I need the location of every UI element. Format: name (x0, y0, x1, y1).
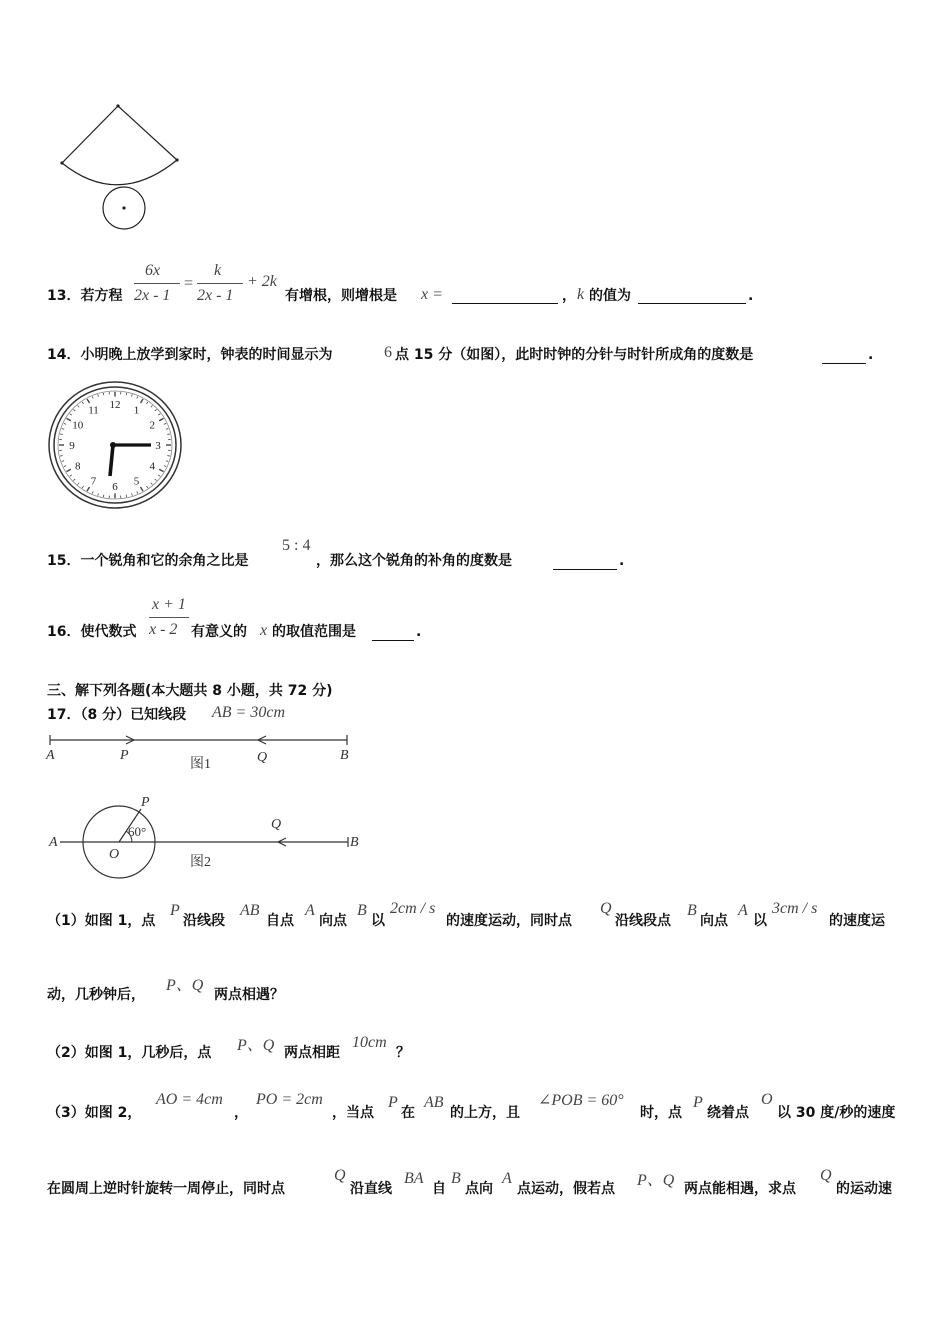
clock-tick (141, 399, 144, 403)
clock-number-2: 2 (149, 419, 155, 432)
q15-text-b: ，那么这个锐角的补角的度数是 (316, 553, 512, 569)
q13-lhs-numerator: 6x (145, 262, 161, 279)
q16-end: . (416, 624, 422, 640)
q17-p3-t2: ，当点 (332, 1105, 374, 1121)
q13-lhs-fraction-bar (134, 283, 180, 284)
clock-tick (67, 418, 71, 420)
fig2-angle-label: 60° (128, 824, 147, 839)
q13-equals: = (184, 275, 194, 292)
section-3-heading: 三、解下列各题(本大题共 8 小题，共 72 分) (47, 683, 333, 699)
q17-part-1-line-1 (0, 900, 950, 934)
q17-p1-line2-a: 动，几秒钟后， (47, 987, 145, 1003)
q17-intro: 17．（8 分）已知线段 (47, 707, 187, 723)
q13-rhs-fraction-bar (197, 283, 243, 284)
q16-numerator: x + 1 (152, 596, 186, 613)
clock-tick (151, 405, 153, 407)
q17-p1-A2: A (738, 902, 748, 919)
q16-fraction-bar (149, 617, 189, 618)
q17-p1-t2: 沿线段 (183, 913, 225, 929)
clock-center (110, 442, 116, 448)
clock-tick (62, 461, 64, 462)
clock-tick (78, 405, 80, 407)
clock-tick (141, 487, 144, 491)
clock-number-5: 5 (133, 475, 140, 488)
clock-number-12: 12 (109, 399, 121, 412)
q17-p1-PQ: P、Q (166, 977, 204, 994)
clock-tick (82, 486, 83, 488)
q17-p3-c1: ， (234, 1105, 248, 1121)
clock-tick (87, 487, 90, 491)
q17-p3-line2-c: 自 (432, 1181, 446, 1197)
q17-p1-t1: （1）如图 1，点 (47, 913, 156, 929)
q13-end: . (748, 288, 754, 304)
q17-p1-B: B (357, 902, 367, 919)
q13-answer-blank-1[interactable] (452, 302, 558, 304)
clock-tick (73, 409, 75, 411)
clock-tick (67, 469, 71, 471)
fig2-label-p: P (141, 795, 150, 810)
question-13 (0, 255, 950, 315)
q13-rhs-tail: + 2k (247, 273, 277, 290)
q17-p3-line2-f: 两点能相遇，求点 (684, 1181, 796, 1197)
q17-p3-A: A (502, 1170, 512, 1187)
q17-part-3-line-1 (0, 1090, 950, 1124)
q15-answer-blank[interactable] (553, 568, 617, 570)
q14-answer-blank[interactable] (822, 362, 866, 364)
fig2-caption: 图2 (190, 855, 211, 870)
fig1-label-b: B (340, 748, 349, 763)
q17-p1-AB: AB (240, 902, 260, 919)
clock-number-7: 7 (90, 475, 97, 488)
clock-tick (137, 491, 138, 493)
q16-answer-blank[interactable] (372, 639, 414, 641)
q13-answer-blank-2[interactable] (638, 302, 746, 304)
clock-tick (151, 483, 153, 485)
q17-p3-t3: 在 (401, 1105, 415, 1121)
q13-mid-text: 有增根，则增根是 (285, 288, 397, 304)
clock-tick (158, 414, 160, 415)
q17-p2-PQ: P、Q (237, 1037, 275, 1054)
q17-p3-t5: 时，点 (640, 1105, 682, 1121)
q17-p3-O: O (761, 1091, 773, 1108)
clock-number-10: 10 (72, 419, 84, 432)
clock-tick (166, 461, 168, 462)
q16-text-c: 的取值范围是 (272, 624, 356, 640)
q13-k-text: 的值为 (589, 288, 631, 304)
q17-p1-speed1: 2cm / s (390, 900, 436, 917)
q13-k-var: k (577, 286, 585, 303)
q17-p3-PQ: P、Q (637, 1172, 675, 1189)
q13-x-equals: x = (421, 286, 443, 303)
clock-tick (155, 479, 157, 481)
clock-tick (166, 429, 168, 430)
q17-p3-line2-b: 沿直线 (350, 1181, 392, 1197)
q17-p3-t1: （3）如图 2， (47, 1105, 142, 1121)
figure-2 (42, 792, 372, 882)
clock-number-3: 3 (155, 440, 161, 452)
clock-tick (92, 491, 93, 493)
q14-six: 6 (384, 344, 392, 361)
clock-tick (132, 394, 133, 396)
clock-tick (70, 475, 72, 476)
q17-p3-B: B (451, 1170, 461, 1187)
q17-part-2 (0, 1030, 950, 1064)
clock-number-8: 8 (75, 460, 81, 473)
fig1-caption: 图1 (190, 757, 211, 772)
fig2-label-a: A (49, 835, 58, 850)
q17-p1-P: P (170, 902, 180, 919)
clock-number-11: 11 (88, 404, 99, 417)
clock-tick (103, 495, 104, 497)
q17-p2-t3: ？ (396, 1045, 410, 1061)
clock-tick (70, 414, 72, 415)
q17-p2-dist: 10cm (352, 1034, 387, 1051)
clock-tick (137, 396, 138, 398)
clock-tick (159, 418, 163, 420)
q15-text-a: 15．一个锐角和它的余角之比是 (47, 553, 249, 569)
q13-lhs-denominator: 2x - 1 (134, 287, 171, 304)
clock-tick (98, 493, 99, 495)
q17-p1-A: A (305, 902, 315, 919)
q17-p1-Q: Q (600, 900, 612, 917)
q17-p1-B2: B (687, 902, 697, 919)
clock-tick (64, 466, 66, 467)
clock-number-1: 1 (133, 404, 140, 417)
q17-p1-speed2: 3cm / s (772, 900, 818, 917)
q16-denominator: x - 2 (149, 621, 178, 638)
clock-tick (64, 423, 66, 424)
clock-figure (47, 380, 185, 510)
q17-p3-line2-d: 点向 (465, 1181, 493, 1197)
clock-tick (164, 423, 166, 424)
q17-p1-t8: 向点 (700, 913, 728, 929)
clock-tick (158, 475, 160, 476)
q17-p3-t4: 的上方，且 (450, 1105, 520, 1121)
clock-tick (82, 402, 83, 404)
q17-p2-t1: （2）如图 1，几秒后，点 (47, 1045, 212, 1061)
q17-p1-t6: 的速度运动，同时点 (446, 913, 572, 929)
q17-p1-t9: 以 (753, 913, 767, 929)
q17-p1-t4: 向点 (319, 913, 347, 929)
fig2-label-o: O (109, 847, 120, 862)
q17-p3-po: PO = 2cm (256, 1091, 323, 1108)
q17-p2-t2: 两点相距 (284, 1045, 340, 1061)
clock-tick (98, 394, 99, 396)
q13-rhs-denominator: 2x - 1 (197, 287, 234, 304)
fig2-label-q: Q (271, 817, 282, 832)
q17-p3-Q2: Q (820, 1167, 832, 1184)
q17-p3-line2-g: 的运动速 (836, 1181, 892, 1197)
clock-tick (73, 479, 75, 481)
fig1-label-q: Q (257, 750, 268, 765)
q13-rhs-numerator: k (214, 262, 222, 279)
question-14 (0, 342, 950, 368)
hour-hand (110, 445, 113, 476)
clock-tick (87, 399, 90, 403)
q17-p1-t5: 以 (371, 913, 385, 929)
figure-1 (42, 732, 362, 778)
question-15 (0, 535, 950, 575)
question-16 (0, 596, 950, 646)
q17-p3-ao: AO = 4cm (156, 1091, 223, 1108)
fig1-label-a: A (46, 748, 55, 763)
q17-p3-BA: BA (404, 1170, 424, 1187)
clock-tick (155, 409, 157, 411)
clock-tick (146, 486, 147, 488)
q17-p3-line2-a: 在圆周上逆时针旋转一周停止，同时点 (47, 1181, 285, 1197)
clock-tick (62, 429, 64, 430)
q17-p3-AB: AB (424, 1094, 444, 1111)
q16-text-b: 有意义的 (191, 624, 247, 640)
clock-tick (132, 493, 133, 495)
q14-text-b: 点 15 分（如图），此时时钟的分针与时针所成角的度数是 (395, 347, 754, 363)
clock-number-9: 9 (69, 440, 75, 452)
clock-tick (164, 466, 166, 467)
q17-part-1-line-2 (0, 972, 950, 1006)
q17-p1-t3: 自点 (266, 913, 294, 929)
q13-label: 13．若方程 (47, 288, 123, 304)
q16-x-var: x (260, 622, 268, 639)
q16-text-a: 16．使代数式 (47, 624, 137, 640)
q17-p3-t7: 以 30 度/秒的速度 (777, 1105, 896, 1121)
q17-p3-P: P (388, 1094, 398, 1111)
q15-end: . (619, 553, 625, 569)
q17-p3-angle: ∠POB = 60° (538, 1092, 624, 1109)
sector-circle-figure (55, 98, 190, 233)
q17-p3-Q: Q (334, 1167, 346, 1184)
fig1-label-p: P (120, 748, 129, 763)
clock-number-6: 6 (112, 480, 118, 493)
clock-tick (146, 402, 147, 404)
q15-ratio: 5 : 4 (282, 537, 311, 554)
q17-p1-t10: 的速度运 (829, 913, 885, 929)
clock-number-4: 4 (149, 460, 155, 473)
clock-tick (126, 393, 127, 395)
q14-text-a: 14．小明晚上放学到家时，钟表的时间显示为 (47, 347, 333, 363)
q17-p1-t7: 沿线段点 (615, 913, 671, 929)
clock-tick (126, 495, 127, 497)
clock-tick (159, 469, 163, 471)
fig2-label-b: B (350, 835, 359, 850)
q14-end: . (868, 347, 874, 363)
q17-part-3-line-2 (0, 1166, 950, 1200)
q17-p3-t6: 绕着点 (707, 1105, 749, 1121)
clock-tick (103, 393, 104, 395)
q17-p3-P2: P (693, 1094, 703, 1111)
clock-tick (92, 396, 93, 398)
clock-tick (78, 483, 80, 485)
q13-comma: ， (562, 288, 576, 304)
q17-ab-length: AB = 30cm (212, 704, 285, 721)
q17-p3-line2-e: 点运动，假若点 (517, 1181, 615, 1197)
q17-p1-line2-b: 两点相遇？ (214, 987, 284, 1003)
